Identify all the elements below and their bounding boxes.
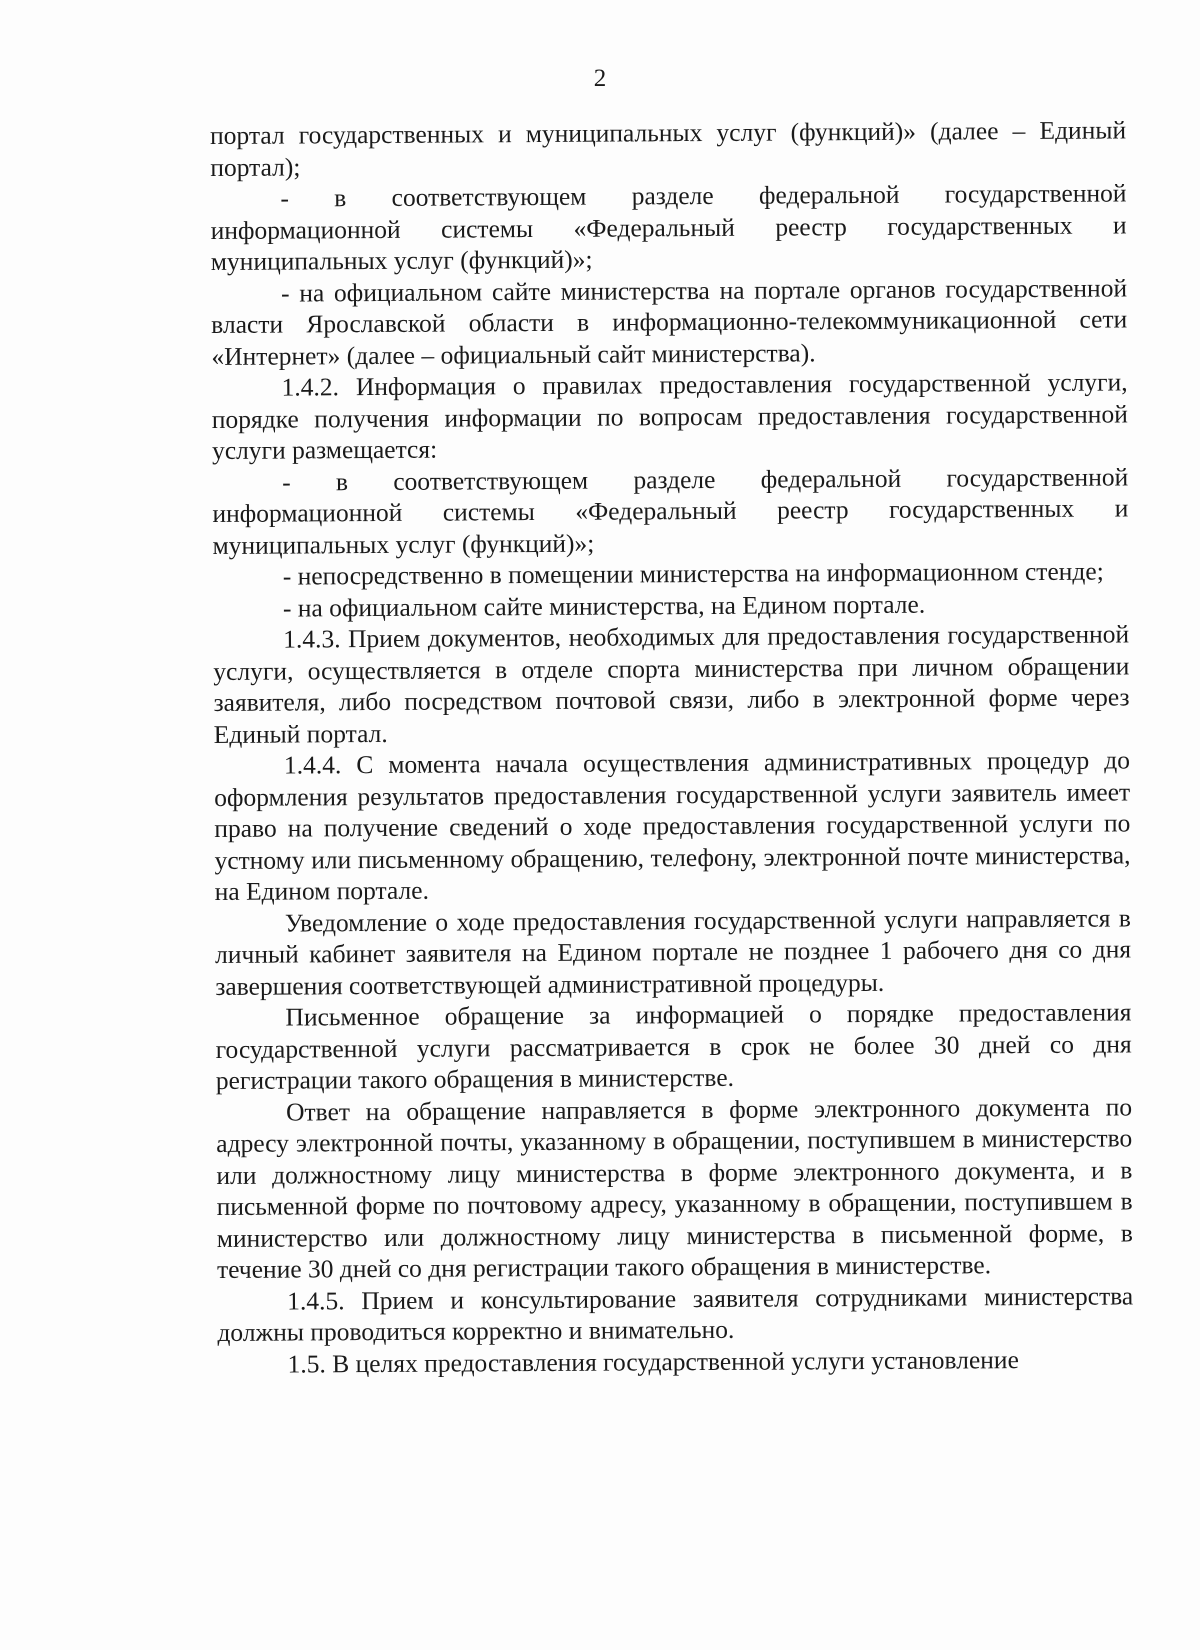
paragraph-5: - в соответствующем разделе федеральной государственной информационной системы «Федеральный реестр государственных и муниципальных услуг (функций)»; [212, 461, 1129, 560]
paragraph-13: 1.4.5. Прием и консультирование заявителя сотрудниками министерства должны проводиться корректно и внимательно. [217, 1280, 1134, 1347]
paragraph-11: Письменное обращение за информацией о порядке предоставления государственной услуги рассматривается в срок не более 30 дней со дня регистрации такого обращения в министерстве. [215, 997, 1132, 1095]
paragraph-7: - на официальном сайте министерства, на Едином портале. [282, 589, 926, 623]
paragraph-6: - непосредственно в помещении министерства на информационном стенде; [282, 556, 1104, 591]
paragraph-1: портал государственных и муниципальных услуг (функций)» (далее – Единый портал); [210, 115, 1127, 182]
page-number: 2 [593, 65, 607, 92]
document-body [210, 114, 1134, 1380]
paragraph-8: 1.4.3. Прием документов, необходимых для предоставления государственной услуги, осуществляется в отделе спорта министерства при личном обращении заявителя, либо посредством почтовой связи, либо в электронной форме через Единый портал. [213, 619, 1130, 749]
paragraph-14: 1.5. В целях предоставления государственной услуги установление [287, 1344, 1019, 1379]
paragraph-9: 1.4.4. С момента начала осуществления административных процедур до оформления результатов предоставления государственной услуги заявитель имеет право на получение сведений о ходе предоставления государственной услуги по устному или письменному обращению, телефону, электронной почте министерства, на Едином портале. [214, 745, 1131, 906]
paragraph-4: 1.4.2. Информация о правилах предоставления государственной услуги, порядке получения информации по вопросам предоставления государственной услуги размещается: [211, 367, 1128, 465]
paragraph-2: - в соответствующем разделе федеральной государственной информационной системы «Федеральный реестр государственных и муниципальных услуг (функций)»; [210, 178, 1127, 276]
paragraph-3: - на официальном сайте министерства на портале органов государственной власти Ярославской области в информационно-телекоммуникационной сети «Интернет» (далее – официальный сайт министерства). [211, 272, 1128, 371]
paragraph-12: Ответ на обращение направляется в форме электронного документа по адресу электронной почты, указанному в обращении, поступившем в министерство или должностному лицу министерства в форме электронного документа, и в письменной форме по почтовому адресу, указанному в обращении, поступившем в министерство или должностному лицу министерства в письменной форме, в течение 30 дней со дня регистрации такого обращения в министерстве. [216, 1091, 1133, 1284]
paragraph-10: Уведомление о ходе предоставления государственной услуги направляется в личный кабинет заявителя на Едином портале не позднее 1 рабочего дня со дня завершения соответствующей административной процедуры. [215, 902, 1132, 1001]
